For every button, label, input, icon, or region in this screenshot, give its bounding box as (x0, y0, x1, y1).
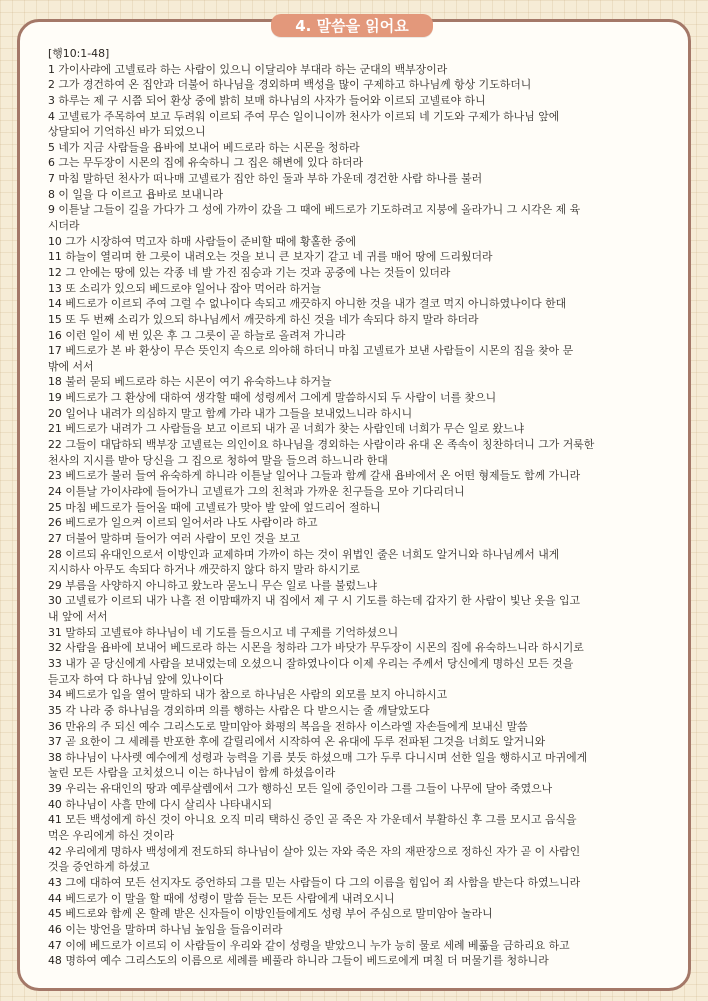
scripture-reference: [행10:1-48] (48, 47, 110, 60)
verse-line: 것을 증언하게 하셨고 (48, 860, 150, 874)
verse-line: 44 베드로가 이 말을 할 때에 성령이 말씀 듣는 모든 사람에게 내려오시니 (48, 891, 395, 905)
verse-line: 28 이르되 유대인으로서 이방인과 교제하며 가까이 하는 것이 위법인 줄은 너희도 알거니와 하나님께서 내게 (48, 547, 560, 561)
verse-line: 5 네가 지금 사람들을 욥바에 보내어 베드로라 하는 시몬을 청하라 (48, 140, 360, 154)
verse-line: 13 또 소리가 있으되 베드로야 일어나 잡아 먹어라 하거늘 (48, 281, 322, 295)
verse-line: 19 베드로가 그 환상에 대하여 생각할 때에 성령께서 그에게 말씀하시되 두 사람이 너를 찾으니 (48, 391, 497, 405)
verse-line: 26 베드로가 일으켜 이르되 일어서라 나도 사람이라 하고 (48, 516, 318, 530)
verse-line: 36 만유의 주 되신 예수 그리스도로 말미암아 화평의 복음을 전하사 이스라엘 자손들에게 보내신 말씀 (48, 719, 528, 733)
verse-line: 41 모든 백성에게 하신 것이 아니요 오직 미리 택하신 증인 곧 죽은 자 가운데서 부활하신 후 그를 모시고 음식을 (48, 813, 577, 827)
verse-line: 10 그가 시장하여 먹고자 하매 사람들이 준비할 때에 황홀한 중에 (48, 234, 357, 248)
verse-line: 29 부름을 사양하지 아니하고 왔노라 묻노니 무슨 일로 나를 불렀느냐 (48, 578, 378, 592)
verse-line: 듣고자 하여 다 하나님 앞에 있나이다 (48, 672, 224, 686)
verse-line: 48 명하여 예수 그리스도의 이름으로 세례를 베풀라 하니라 그들이 베드로에게 며칠 더 머물기를 청하니라 (48, 954, 549, 968)
verse-line: 9 이튿날 그들이 길을 가다가 그 성에 가까이 갔을 그 때에 베드로가 기도하려고 지붕에 올라가니 그 시각은 제 육 (48, 203, 581, 217)
verse-line: 2 그가 경건하여 온 집안과 더불어 하나님을 경외하며 백성을 많이 구제하고 하나님께 항상 기도하더니 (48, 78, 532, 92)
verse-line: 35 각 나라 중 하나님을 경외하며 의를 행하는 사람은 다 받으시는 줄 깨달았도다 (48, 703, 430, 717)
verse-line: 33 내가 곧 당신에게 사람을 보내었는데 오셨으니 잘하였나이다 이제 우리는 주께서 당신에게 명하신 모든 것을 (48, 656, 574, 670)
verse-line: 27 더불어 말하며 들어가 여러 사람이 모인 것을 보고 (48, 531, 300, 545)
verse-line: 20 일어나 내려가 의심하지 말고 함께 가라 내가 그들을 보내었느니라 하시니 (48, 406, 413, 420)
verse-line: 32 사람을 욥바에 보내어 베드로라 하는 시몬을 청하라 그가 바닷가 무두장이 시몬의 집에 유숙하느니라 하시기로 (48, 641, 584, 655)
verse-line: 17 베드로가 본 바 환상이 무슨 뜻인지 속으로 의아해 하더니 마침 고넬료가 보낸 사람들이 시몬의 집을 찾아 문 (48, 344, 574, 358)
verse-line: 34 베드로가 입을 열어 말하되 내가 참으로 하나님은 사람의 외모를 보지 아니하시고 (48, 688, 448, 702)
verse-line: 45 베드로와 함께 온 할례 받은 신자들이 이방인들에게도 성령 부어 주심으로 말미암아 놀라니 (48, 907, 493, 921)
verse-line: 지시하사 아무도 속되다 하거나 깨끗하지 않다 하지 말라 하시기로 (48, 563, 360, 577)
verse-line: 31 말하되 고넬료야 하나님이 네 기도를 들으시고 네 구제를 기억하셨으니 (48, 625, 399, 639)
verse-line: 42 우리에게 명하사 백성에게 전도하되 하나님이 살아 있는 자와 죽은 자의 재판장으로 정하신 자가 곧 이 사람인 (48, 844, 581, 858)
verse-line: 1 가이사랴에 고넬료라 하는 사람이 있으니 이달리야 부대라 하는 군대의 백부장이라 (48, 62, 448, 76)
verse-line: 상달되어 기억하신 바가 되었으니 (48, 125, 206, 139)
verse-line: 3 하루는 제 구 시쯤 되어 환상 중에 밝히 보매 하나님의 사자가 들어와 이르되 고넬료야 하니 (48, 93, 486, 107)
verse-line: 23 베드로가 불러 들여 유숙하게 하니라 이튿날 일어나 그들과 함께 갈새 욥바에서 온 어떤 형제들도 함께 가니라 (48, 469, 581, 483)
scripture-card (17, 19, 691, 991)
verse-line: 25 마침 베드로가 들어올 때에 고넬료가 맞아 발 앞에 엎드리어 절하니 (48, 500, 381, 514)
verse-line: 30 고넬료가 이르되 내가 나흘 전 이맘때까지 내 집에서 제 구 시 기도를 하는데 갑자기 한 사람이 빛난 옷을 입고 (48, 594, 581, 608)
verse-line: 22 그들이 대답하되 백부장 고넬료는 의인이요 하나님을 경외하는 사람이라 유대 온 족속이 칭찬하더니 그가 거룩한 (48, 438, 595, 452)
verse-line: 4 고넬료가 주목하여 보고 두려워 이르되 주여 무슨 일이니이까 천사가 이르되 네 기도와 구제가 하나님 앞에 (48, 109, 560, 123)
verse-line: 먹은 우리에게 하신 것이라 (48, 829, 175, 843)
verse-line: 7 마침 말하던 천사가 떠나매 고넬료가 집안 하인 둘과 부하 가운데 경건한 사람 하나를 불러 (48, 172, 483, 186)
verse-line: 43 그에 대하여 모든 선지자도 증언하되 그를 믿는 사람들이 다 그의 이름을 힘입어 죄 사함을 받는다 하였느니라 (48, 875, 581, 889)
verse-line: 38 하나님이 나사렛 예수에게 성령과 능력을 기름 붓듯 하셨으매 그가 두루 다니시며 선한 일을 행하시고 마귀에게 (48, 750, 588, 764)
verse-line: 14 베드로가 이르되 주여 그럴 수 없나이다 속되고 깨끗하지 아니한 것을 내가 결코 먹지 아니하였나이다 한대 (48, 297, 567, 311)
verse-line: 눌린 모든 사람을 고치셨으니 이는 하나님이 함께 하셨음이라 (48, 766, 336, 780)
verse-line: 6 그는 무두장이 시몬의 집에 유숙하니 그 집은 해변에 있다 하더라 (48, 156, 364, 170)
verse-line: 8 이 일을 다 이르고 욥바로 보내니라 (48, 187, 223, 201)
scripture-text (48, 46, 708, 969)
verse-line: 내 앞에 서서 (48, 610, 108, 624)
verse-line: 39 우리는 유대인의 땅과 예루살렘에서 그가 행하신 모든 일에 증인이라 그를 그들이 나무에 달아 죽였으나 (48, 782, 553, 796)
verse-line: 18 불러 묻되 베드로라 하는 시몬이 여기 유숙하느냐 하거늘 (48, 375, 332, 389)
verse-line: 16 이런 일이 세 번 있은 후 그 그릇이 곧 하늘로 올려져 가니라 (48, 328, 346, 342)
verse-line: 15 또 두 번째 소리가 있으되 하나님께서 깨끗하게 하신 것을 네가 속되다 하지 말라 하더라 (48, 312, 479, 326)
verse-line: 11 하늘이 열리며 한 그릇이 내려오는 것을 보니 큰 보자기 같고 네 귀를 매어 땅에 드리웠더라 (48, 250, 493, 264)
verse-line: 시더라 (48, 219, 80, 233)
verse-line: 21 베드로가 내려가 그 사람들을 보고 이르되 내가 곧 너희가 찾는 사람인데 너희가 무슨 일로 왔느냐 (48, 422, 525, 436)
verse-line: 40 하나님이 사흘 만에 다시 살리사 나타내시되 (48, 797, 272, 811)
verse-line: 24 이튿날 가이사랴에 들어가니 고넬료가 그의 친척과 가까운 친구들을 모아 기다리더니 (48, 484, 465, 498)
verse-line: 46 이는 방언을 말하며 하나님 높임을 들음이러라 (48, 922, 283, 936)
verse-line: 37 곧 요한이 그 세례를 반포한 후에 갈릴리에서 시작하여 온 유대에 두루 전파된 그것을 너희도 알거니와 (48, 735, 546, 749)
verse-line: 12 그 안에는 땅에 있는 각종 네 발 가진 짐승과 기는 것과 공중에 나는 것들이 있더라 (48, 265, 451, 279)
section-title: 4. 말씀을 읽어요 (271, 14, 433, 37)
verse-line: 밖에 서서 (48, 359, 94, 373)
verse-line: 47 이에 베드로가 이르되 이 사람들이 우리와 같이 성령을 받았으니 누가 능히 물로 세례 베풂을 금하리요 하고 (48, 938, 570, 952)
verse-line: 천사의 지시를 받아 당신을 그 집으로 청하여 말을 들으려 하느니라 한대 (48, 453, 388, 467)
